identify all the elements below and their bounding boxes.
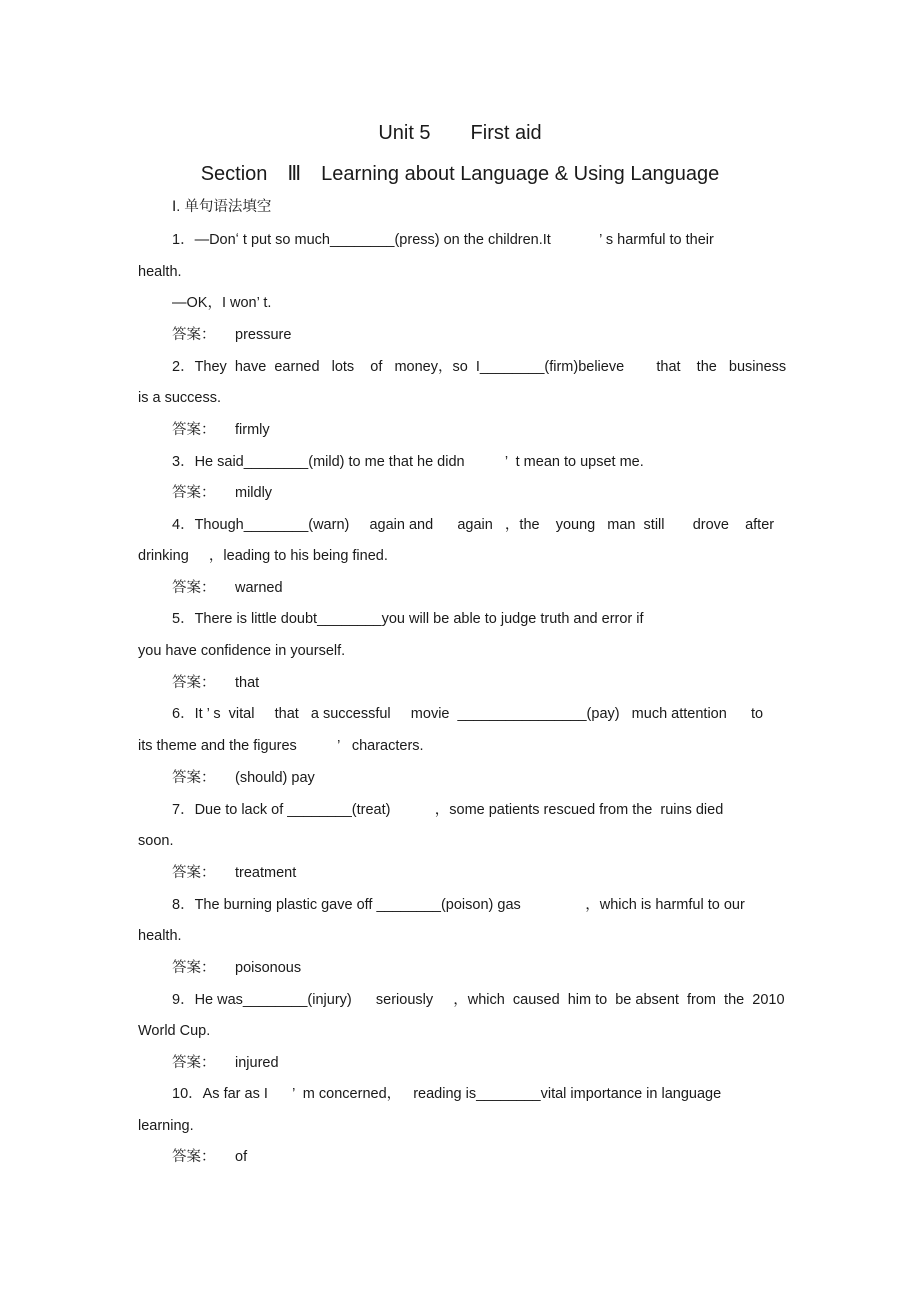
question-4-line-1: 4．Though________(warn) again and again ，the young man still drove after xyxy=(172,517,775,533)
question-2-line-2: is a success. xyxy=(138,390,221,406)
question-9-line-1: 9．He was________(injury) seriously ，which caused him to be absent from the 2010 xyxy=(172,992,785,1008)
question-6-line-1: 6．It ’ s vital that a successful movie ________________(pay) much attention to xyxy=(172,706,764,722)
answer-9 xyxy=(172,1054,279,1072)
question-8-line-2: health. xyxy=(138,928,182,944)
section-title: Section Ⅲ Learning about Language & Using Language xyxy=(200,163,720,185)
answer-text: poisonous xyxy=(235,960,302,976)
answer-label: 答案： xyxy=(172,960,216,976)
answer-4 xyxy=(172,579,283,597)
answer-text: injured xyxy=(235,1055,279,1071)
answer-10 xyxy=(172,1148,247,1166)
question-7-line-1: 7．Due to lack of ________(treat) ，some patients rescued from the ruins died xyxy=(172,802,724,818)
question-2-line-1: 2．They have earned lots of money，so I________(firm)believe that the business xyxy=(172,359,787,375)
question-7-line-2: soon. xyxy=(138,833,174,849)
answer-label: 答案： xyxy=(172,865,216,881)
answer-text: treatment xyxy=(235,865,297,881)
question-10-line-2: learning. xyxy=(138,1118,194,1134)
answer-7 xyxy=(172,864,296,882)
part-heading: Ⅰ. 单句语法填空 xyxy=(172,199,272,215)
answer-text: (should) pay xyxy=(235,770,315,786)
answer-6 xyxy=(172,769,315,787)
question-1-line-3: —OK，I won’ t. xyxy=(172,295,272,311)
answer-3 xyxy=(172,484,272,502)
question-4-line-2: drinking ，leading to his being fined. xyxy=(138,548,388,564)
question-8-line-1: 8．The burning plastic gave off ________(poison) gas ，which is harmful to our xyxy=(172,897,745,913)
answer-label: 答案： xyxy=(172,485,216,501)
question-3-line-1: 3．He said________(mild) to me that he didn ’ t mean to upset me. xyxy=(172,454,644,470)
answer-text: firmly xyxy=(235,422,270,438)
question-1-line-1: 1．—Donʻ t put so much________(press) on the children.It ’ s harmful to their xyxy=(172,232,714,248)
answer-label: 答案： xyxy=(172,1055,216,1071)
answer-text: of xyxy=(235,1149,248,1165)
answer-label: 答案： xyxy=(172,327,216,343)
question-10-line-1: 10．As far as I ’ m concerned， reading is________vital importance in language xyxy=(172,1086,722,1102)
unit-title: Unit 5 First aid xyxy=(378,122,542,144)
question-5-line-2: you have confidence in yourself. xyxy=(138,643,346,659)
answer-label: 答案： xyxy=(172,770,216,786)
answer-5 xyxy=(172,674,259,692)
answer-label: 答案： xyxy=(172,580,216,596)
answer-text: mildly xyxy=(235,485,273,501)
answer-label: 答案： xyxy=(172,422,216,438)
question-1-line-2: health. xyxy=(138,264,182,280)
answer-text: warned xyxy=(235,580,283,596)
answer-8 xyxy=(172,959,301,977)
question-5-line-1: 5．There is little doubt________you will be able to judge truth and error if xyxy=(172,611,644,627)
answer-label: 答案： xyxy=(172,1149,216,1165)
answer-2 xyxy=(172,421,270,439)
question-9-line-2: World Cup. xyxy=(138,1023,211,1039)
answer-label: 答案： xyxy=(172,675,216,691)
answer-text: pressure xyxy=(235,327,292,343)
answer-text: that xyxy=(235,675,260,691)
question-6-line-2: its theme and the figures ’ characters. xyxy=(138,738,424,754)
answer-1 xyxy=(172,326,291,344)
